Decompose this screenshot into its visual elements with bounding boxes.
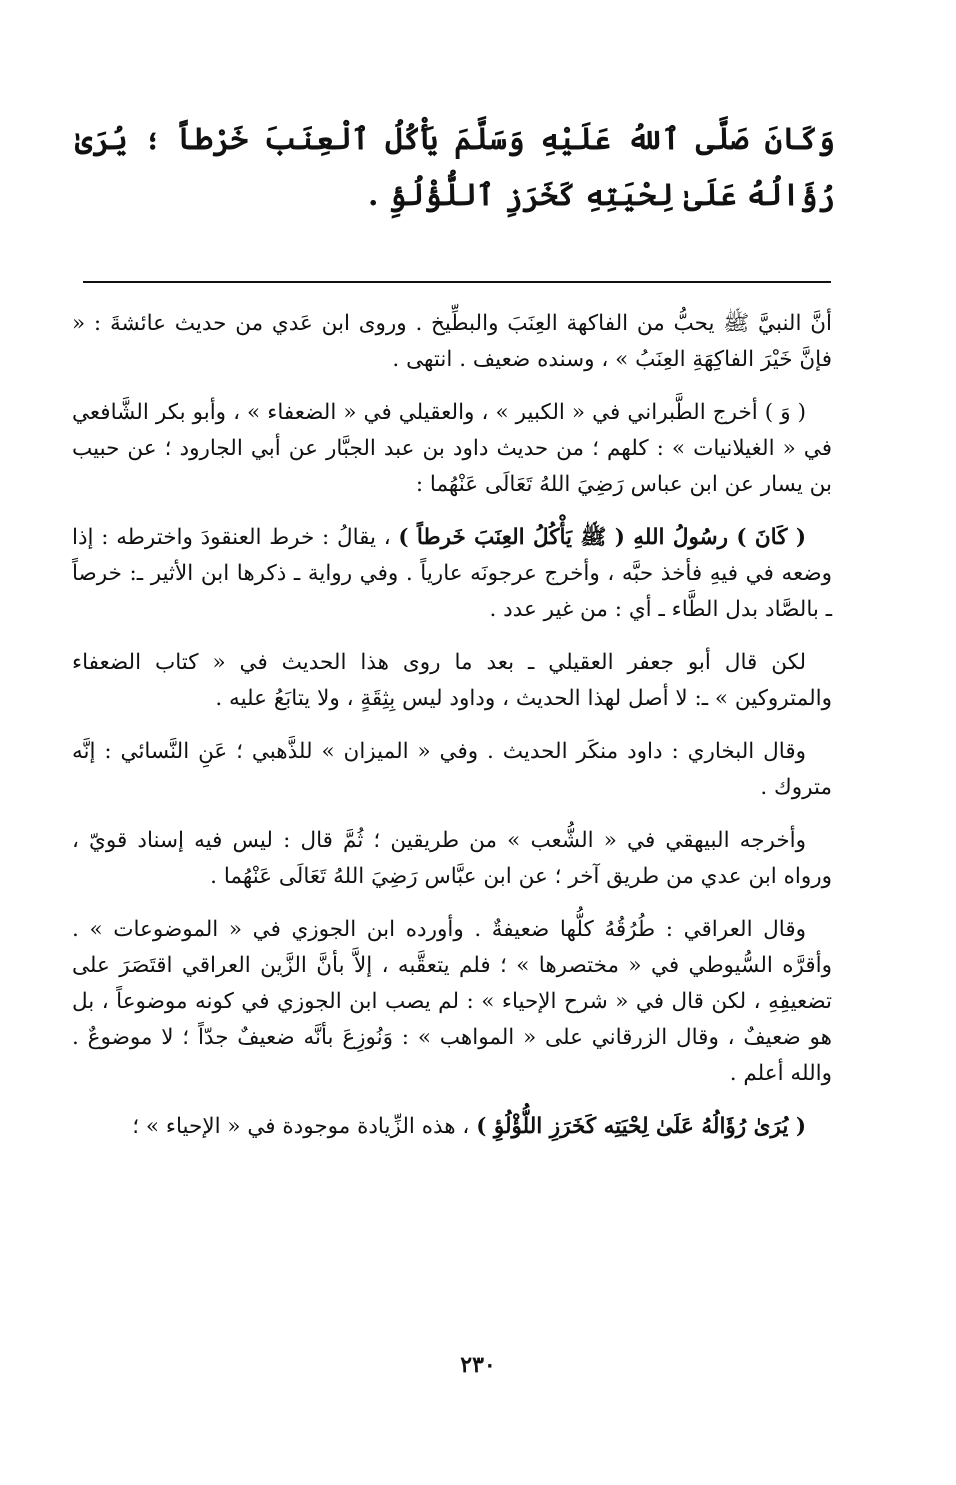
commentary-paragraph-3-text: ، يقالُ : خرط العنقودَ واخترطه : إذا وضعه في فيهِ فأخذ حبَّه ، وأخرج عرجونَه عارياً . وفي رواية ـ ذكرها ابن الأثير ـ: خرصاً ـ بالصَّاد بدل الطَّاء ـ أي : من غير عدد . — [72, 525, 832, 622]
hadith-quote: ( كَانَ ) رسُولُ اللهِ ( ﷺ يَأْكُلُ العِنَبَ خَرطاً ) — [398, 525, 807, 550]
commentary-paragraph-4: لكن قال أبو جعفر العقيلي ـ بعد ما روى هذا الحديث في « كتاب الضعفاء والمتروكين » ـ: لا أصل لهذا الحديث ، وداود ليس بِثِقَةٍ ، ولا يتابَعُ عليه . — [72, 650, 832, 711]
commentary-paragraph-5: وقال البخاري : داود منكَر الحديث . وفي « الميزان » للذَّهبي ؛ عَنِ النَّسائي : إنَّه متروك . — [72, 739, 832, 800]
main-hadith-text: وَكَانَ صَلَّى ٱللهُ عَلَيْهِ وَسَلَّمَ يَأْكُلُ ٱلْعِنَبَ خَرْطاً ؛ يُرَىٰ رُؤَالُهُ عَلَىٰ لِحْيَتِهِ كَخَرَزِ ٱللُّؤْلُؤِ . — [75, 122, 835, 213]
commentary-paragraph-3 — [72, 520, 832, 628]
commentary-paragraph-8 — [72, 1109, 832, 1145]
commentary-paragraph-6: وأخرجه البيهقي في « الشُّعب » من طريقين ؛ ثُمَّ قال : ليس فيه إسناد قويّ ، ورواه ابن عدي من طريق آخر ؛ عن ابن عبَّاس رَضِيَ اللهُ تَعَالَى عَنْهُما . — [72, 828, 832, 889]
page-number: ٢٣٠ — [460, 1352, 496, 1378]
commentary-section — [72, 306, 832, 1162]
footnote-divider — [83, 281, 831, 283]
commentary-paragraph-7: وقال العراقي : طُرُقُهُ كلُّها ضعيفةٌ . وأورده ابن الجوزي في « الموضوعات » . وأقرَّه السُّيوطي في « مختصرها » ؛ فلم يتعقَّبه ، إلاَّ بأنَّ الزَّين العراقي اقتَصَرَ على تضعيفِهِ ، لكن قال في « شرح الإحياء » : لم يصب ابن الجوزي في كونه موضوعاً ، بل هو ضعيفٌ ، وقال الزرقاني على « المواهب » : وَنُوزِعَ بأنَّه ضعيفٌ جدّاً ؛ لا موضوعٌ . والله أعلم . — [72, 917, 832, 1086]
commentary-paragraph-8-text: ، هذه الزِّيادة موجودة في « الإحياء » ؛ — [132, 1114, 470, 1139]
commentary-paragraph-2: ( وَ ) أخرج الطَّبراني في « الكبير » ، والعقيلي في « الضعفاء » ، وأبو بكر الشَّافعي في « الغيلانيات » : كلهم ؛ من حديث داود بن عبد الجبَّار عن أبي الجارود ؛ عن حبيب بن يسار عن ابن عباس رَضِيَ اللهُ تَعَالَى عَنْهُما : — [72, 400, 832, 497]
commentary-paragraph-1: أنَّ النبيَّ ﷺ يحبُّ من الفاكهة العِنَبَ والبطِّيخ . وروى ابن عَدي من حديث عائشةَ : « فإنَّ خَيْرَ الفاكِهَةِ العِنَبُ » ، وسنده ضعيف . انتهى . — [72, 311, 832, 372]
hadith-quote: ( يُرَىٰ رُؤَالُهُ عَلَىٰ لِحْيَتِه كَخَرَزِ اللُّؤْلُؤِ ) — [476, 1114, 806, 1139]
